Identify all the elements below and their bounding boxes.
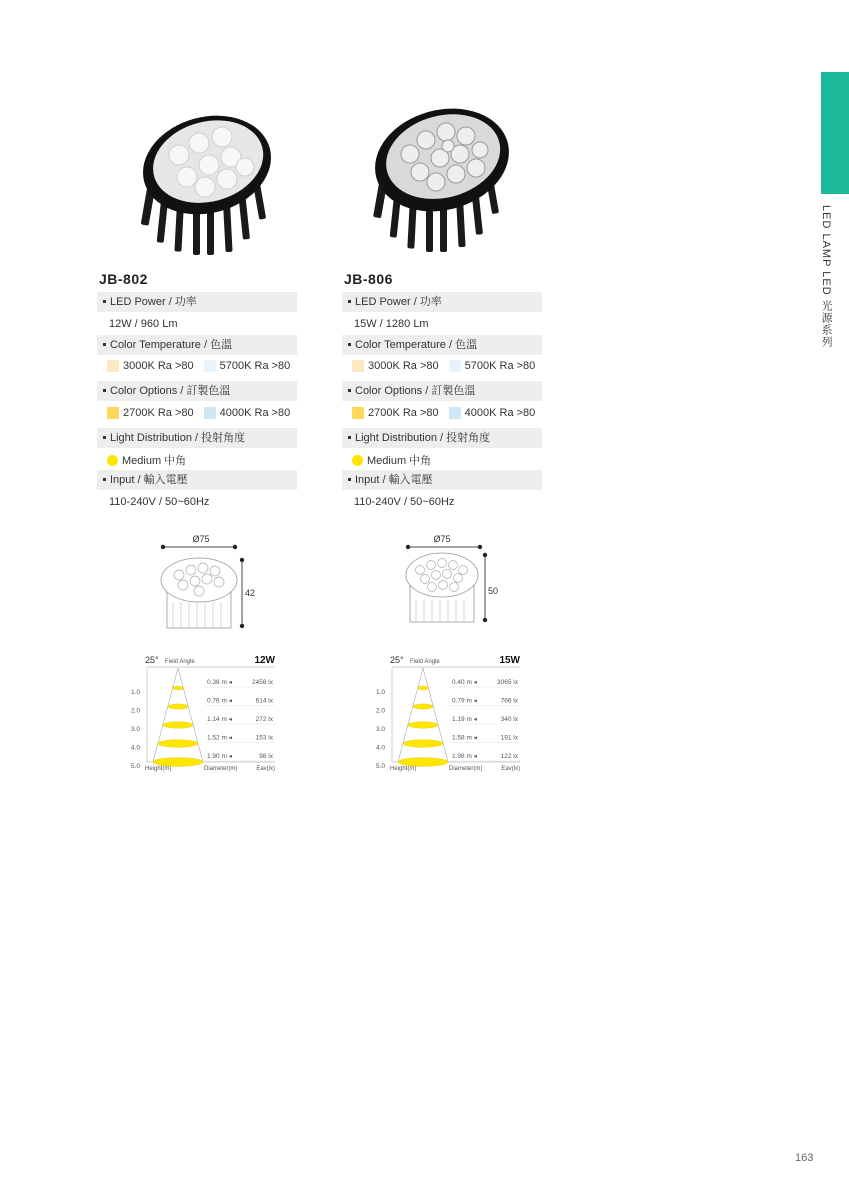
bullet-icon	[103, 436, 106, 439]
beam-ellipse	[163, 722, 193, 728]
spec-header-power: LED Power / 功率	[97, 292, 297, 312]
product-model: JB-806	[344, 271, 393, 287]
dimension-drawing	[342, 530, 547, 630]
beam-cone-edge	[178, 668, 203, 762]
beam-angle-label: Field Angle	[410, 659, 440, 665]
beam-col-height: Height(m)	[390, 766, 417, 772]
beam-lux-label: 191 lx	[500, 734, 518, 742]
color-temperature-options: 3000K Ra >80 5700K Ra >80	[352, 360, 535, 372]
beam-lux-label: 2456 lx	[252, 679, 273, 686]
section-tab	[821, 72, 849, 194]
beam-angle: 25°	[145, 655, 159, 665]
dimension-drawing	[97, 530, 302, 630]
beam-height-label: 3.0	[375, 726, 385, 733]
beam-ellipse	[403, 740, 443, 748]
spec-value-input: 110-240V / 50~60Hz	[109, 496, 210, 508]
beam-ellipse	[158, 740, 198, 748]
light-distribution-value: Medium 中角	[352, 452, 431, 468]
spec-header-color-options: Color Options / 訂製色溫	[342, 381, 542, 401]
beam-lux-label: 340 lx	[500, 716, 518, 723]
swatch-3000k	[107, 360, 119, 372]
swatch-3000k	[352, 360, 364, 372]
beam-lux-label: 766 lx	[500, 697, 518, 705]
bullet-icon	[348, 300, 351, 303]
beam-height-label: 2.0	[130, 707, 140, 715]
lamp-photo	[342, 95, 547, 265]
beam-chart	[342, 650, 547, 775]
beam-height-label: 5.0	[130, 763, 140, 770]
spec-value-power: 15W / 1280 Lm	[354, 318, 429, 330]
beam-angle-label: Field Angle	[165, 659, 195, 665]
page-number: 163	[795, 1152, 814, 1164]
swatch-5700k	[204, 360, 216, 372]
beam-lux-label: 122 lx	[500, 753, 518, 760]
beam-diameter-label: 1.14 m ◂	[207, 716, 232, 723]
beam-height-label: 5.0	[375, 763, 385, 770]
spec-header-color-temperature: Color Temperature / 色溫	[342, 335, 542, 355]
color-options: 2700K Ra >80 4000K Ra >80	[107, 407, 290, 419]
beam-diameter-label: 1.58 m ◂	[452, 734, 477, 742]
dim-height: 50	[488, 586, 499, 596]
beam-watt: 12W	[254, 655, 275, 666]
beam-lux-label: 153 lx	[255, 734, 273, 742]
swatch-2700k	[352, 407, 364, 419]
swatch-2700k	[107, 407, 119, 419]
beam-diameter-label: 0.79 m ◂	[452, 697, 477, 705]
beam-diameter-label: 1.19 m ◂	[452, 716, 477, 723]
beam-col-diameter: Diameter(m)	[204, 766, 238, 772]
bullet-icon	[348, 478, 351, 481]
beam-height-label: 1.0	[375, 689, 385, 696]
color-temperature-options: 3000K Ra >80 5700K Ra >80	[107, 360, 290, 372]
beam-cone-edge	[423, 668, 448, 762]
dim-width: Ø75	[433, 534, 451, 544]
spec-header-input: Input / 輸入電壓	[342, 470, 542, 490]
spec-header-color-options: Color Options / 訂製色溫	[97, 381, 297, 401]
beam-col-lux: Eav(lx)	[256, 766, 275, 772]
bullet-icon	[348, 343, 351, 346]
beam-col-lux: Eav(lx)	[501, 766, 520, 772]
beam-dot-icon	[352, 455, 363, 466]
beam-diameter-label: 1.90 m ◂	[207, 753, 232, 760]
beam-height-label: 4.0	[375, 744, 385, 752]
bullet-icon	[103, 478, 106, 481]
spec-header-light-distribution: Light Distribution / 投射角度	[342, 428, 542, 448]
beam-lux-label: 3065 lx	[497, 679, 518, 686]
beam-diameter-label: 0.76 m ◂	[207, 697, 232, 705]
bullet-icon	[348, 389, 351, 392]
beam-diameter-label: 1.52 m ◂	[207, 734, 232, 742]
beam-ellipse	[168, 704, 188, 709]
beam-cone-edge	[398, 668, 423, 762]
product-model: JB-802	[99, 271, 148, 287]
beam-lux-label: 98 lx	[259, 753, 273, 760]
beam-height-label: 1.0	[130, 689, 140, 696]
beam-height-label: 4.0	[130, 744, 140, 752]
beam-height-label: 3.0	[130, 726, 140, 733]
beam-ellipse	[418, 686, 428, 690]
beam-lux-label: 272 lx	[255, 716, 273, 723]
light-distribution-value: Medium 中角	[107, 452, 186, 468]
spec-header-input: Input / 輸入電壓	[97, 470, 297, 490]
bullet-icon	[103, 300, 106, 303]
spec-header-power: LED Power / 功率	[342, 292, 542, 312]
beam-ellipse	[408, 722, 438, 728]
beam-chart	[97, 650, 302, 775]
bullet-icon	[348, 436, 351, 439]
dim-width: Ø75	[192, 534, 210, 544]
color-options: 2700K Ra >80 4000K Ra >80	[352, 407, 535, 419]
spec-header-light-distribution: Light Distribution / 投射角度	[97, 428, 297, 448]
section-label: LED LAMP LED 光源系列	[820, 205, 832, 348]
beam-ellipse	[413, 704, 433, 709]
spec-header-color-temperature: Color Temperature / 色溫	[97, 335, 297, 355]
swatch-4000k	[449, 407, 461, 419]
bullet-icon	[103, 389, 106, 392]
beam-col-height: Height(m)	[145, 766, 172, 772]
beam-cone-edge	[153, 668, 178, 762]
beam-lux-label: 614 lx	[255, 697, 273, 705]
beam-col-diameter: Diameter(m)	[449, 766, 483, 772]
beam-dot-icon	[107, 455, 118, 466]
spec-value-power: 12W / 960 Lm	[109, 318, 178, 330]
beam-diameter-label: 0.38 m ◂	[207, 679, 232, 686]
bullet-icon	[103, 343, 106, 346]
swatch-4000k	[204, 407, 216, 419]
beam-angle: 25°	[390, 655, 404, 665]
beam-watt: 15W	[499, 655, 520, 666]
beam-height-label: 2.0	[375, 707, 385, 715]
dim-height: 42	[245, 588, 256, 598]
beam-ellipse	[173, 686, 183, 690]
spec-value-input: 110-240V / 50~60Hz	[354, 496, 455, 508]
beam-diameter-label: 1.98 m ◂	[452, 753, 477, 760]
beam-diameter-label: 0.40 m ◂	[452, 679, 477, 686]
lamp-photo	[97, 95, 302, 265]
swatch-5700k	[449, 360, 461, 372]
